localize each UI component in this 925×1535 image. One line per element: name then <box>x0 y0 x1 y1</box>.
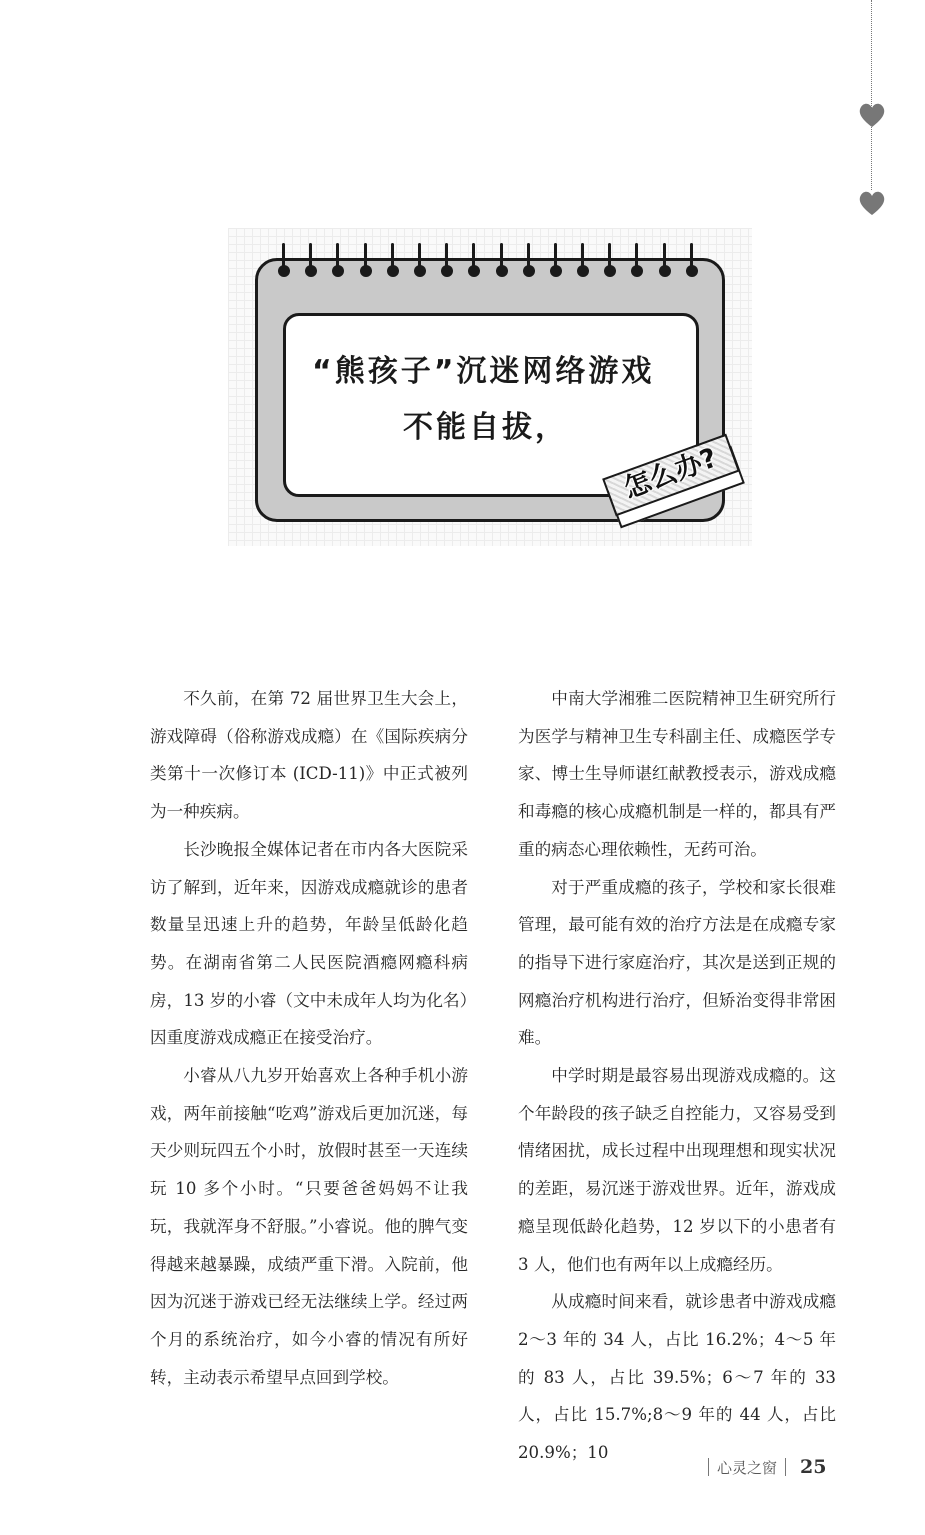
ring-icon <box>523 243 535 289</box>
ring-icon <box>278 243 290 289</box>
ring-icon <box>604 243 616 289</box>
paragraph: 不久前，在第 72 届世界卫生大会上，游戏障碍（俗称游戏成瘾）在《国际疾病分类第十一次修订本 (ICD-11)》中正式被列为一种疾病。 <box>150 689 468 822</box>
ring-icon <box>468 243 480 289</box>
paragraph: 对于严重成瘾的孩子，学校和家长很难管理，最可能有效的治疗方法是在成瘾专家的指导下进行家庭治疗，其次是送到正规的网瘾治疗机构进行治疗，但矫治变得非常困难。 <box>518 877 836 1048</box>
column-name: 心灵之窗 <box>717 1458 778 1477</box>
heart-icon <box>857 188 887 218</box>
ring-icon <box>387 243 399 289</box>
title-card <box>228 228 752 546</box>
tag-text: 怎么办? <box>619 442 722 505</box>
paragraph: 中学时期是最容易出现游戏成瘾的。这个年龄段的孩子缺乏自控能力，又容易受到情绪困扰，成长过程中出现理想和现实状况的差距，易沉迷于游戏世界。近年，游戏成瘾呈现低龄化趋势，12 岁以下的小患者有 3 人，他们也有两年以上成瘾经历。 <box>518 1066 836 1274</box>
page-number: 25 <box>800 1456 827 1478</box>
ring-icon <box>414 243 426 289</box>
ring-icon <box>686 243 698 289</box>
article-column-left <box>150 680 468 1396</box>
divider <box>708 1458 709 1476</box>
ring-icon <box>305 243 317 289</box>
calendar-frame <box>255 258 725 522</box>
paragraph: 小睿从八九岁开始喜欢上各种手机小游戏，两年前接触“吃鸡”游戏后更加沉迷，每天少则玩四五个小时，放假时甚至一天连续玩 10 多个小时。“只要爸爸妈妈不让我玩，我就浑身不舒服。”小睿说。他的脾气变得越来越暴躁，成绩严重下滑。入院前，他因为沉迷于游戏已经无法继续上学。经过两个月的系统治疗，如今小睿的情况有所好转，主动表示希望早点回到学校。 <box>150 1066 468 1387</box>
ring-icon <box>550 243 562 289</box>
ring-icon <box>360 243 372 289</box>
title-line-1: “熊孩子”沉迷网络游戏 <box>312 354 655 389</box>
title-line-2: 不能自拔， <box>403 410 568 445</box>
calendar-rings <box>278 243 698 289</box>
ring-icon <box>631 243 643 289</box>
article-column-right <box>518 680 836 1472</box>
paragraph: 中南大学湘雅二医院精神卫生研究所行为医学与精神卫生专科副主任、成瘾医学专家、博士生导师谌红献教授表示，游戏成瘾和毒瘾的核心成瘾机制是一样的，都具有严重的病态心理依赖性，无药可治。 <box>518 689 836 859</box>
heart-icon <box>857 100 887 130</box>
ring-icon <box>577 243 589 289</box>
ring-icon <box>441 243 453 289</box>
paragraph: 长沙晚报全媒体记者在市内各大医院采访了解到，近年来，因游戏成瘾就诊的患者数量呈迅速上升的趋势，年龄呈低龄化趋势。在湖南省第二人民医院酒瘾网瘾科病房，13 岁的小睿（文中未成年人均为化名）因重度游戏成瘾正在接受治疗。 <box>150 839 468 1048</box>
ring-icon <box>332 243 344 289</box>
ring-icon <box>496 243 508 289</box>
dotted-thread <box>871 0 872 190</box>
divider <box>785 1458 786 1476</box>
paragraph: 从成瘾时间来看，就诊患者中游戏成瘾 2～3 年的 34 人，占比 16.2%；4～5 年的 83 人，占比 39.5%；6～7 年的 33 人，占比 15.7%;8～9 年的 44 人，占比 20.9%；10 <box>518 1292 836 1463</box>
page-footer <box>700 1455 826 1479</box>
ring-icon <box>659 243 671 289</box>
